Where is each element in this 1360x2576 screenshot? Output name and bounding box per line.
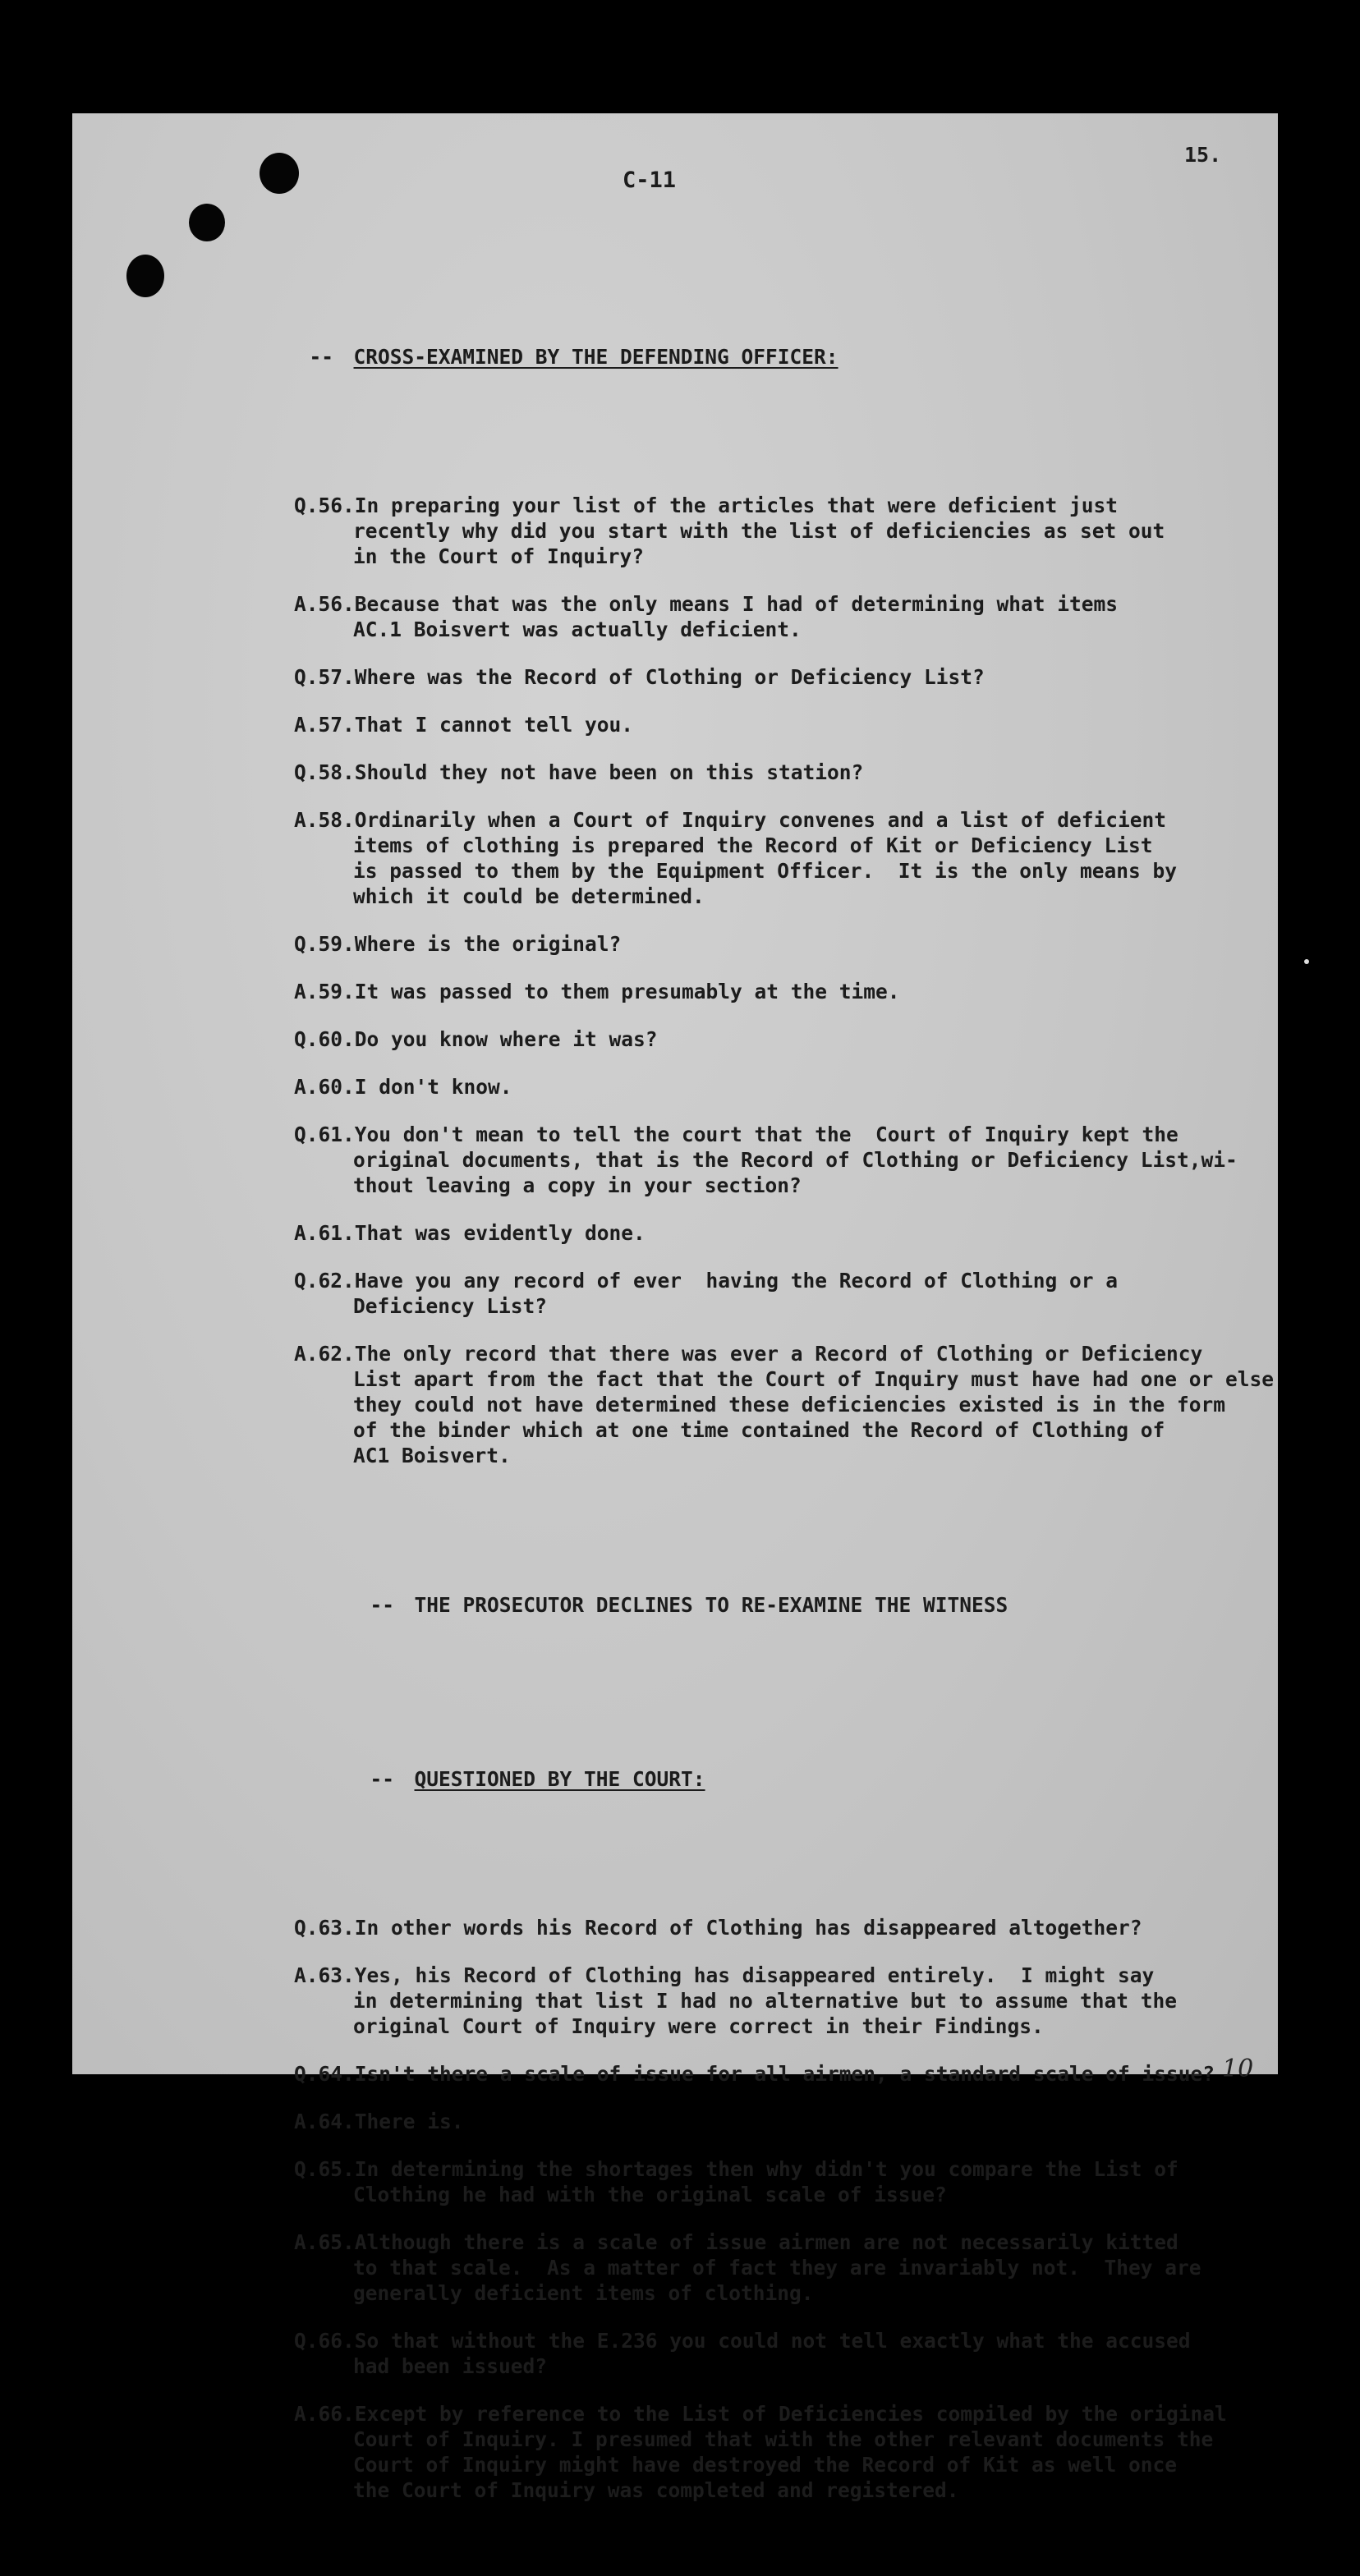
punch-hole-2 [189,204,225,241]
entry-continuation-line: generally deficient items of clothing. [353,2281,814,2305]
entry-continuation-line: in the Court of Inquiry? [353,544,645,568]
entry-first-line: A.65.Although there is a scale of issue airmen are not necessarily kitted [294,2230,1179,2254]
entry-continuation-line: items of clothing is prepared the Record of Kit or Deficiency List [353,833,1153,857]
question-entry [294,1122,1353,1198]
question-entry [294,2156,1353,2207]
entry-continuation-line: is passed to them by the Equipment Officer. It is the only means by [353,859,1178,883]
question-entry [294,493,1353,569]
entry-first-line: A.57.That I cannot tell you. [294,713,634,737]
answer-entry [294,1341,1353,1468]
document-page [72,113,1278,2502]
entry-continuation-line: Court of Inquiry. I presumed that with the other relevant documents the [353,2427,1214,2451]
entry-continuation-line: AC1 Boisvert. [353,1444,511,1467]
answer-entry [294,2229,1353,2306]
answer-entry [294,2109,1353,2134]
entry-first-line: Q.63.In other words his Record of Clothing has disappeared altogether? [294,1916,1142,1940]
entry-continuation-line: original documents, that is the Record of Clothing or Deficiency List,wi- [353,1148,1238,1172]
entry-first-line: Q.58.Should they not have been on this station? [294,760,864,784]
entry-first-line: Q.65.In determining the shortages then why didn't you compare the List of [294,2157,1179,2181]
entry-first-line: Q.61.You don't mean to tell the court that the Court of Inquiry kept the [294,1123,1179,1146]
entry-continuation-line: they could not have determined these deficiencies existed is in the form [353,1393,1226,1417]
entry-first-line: Q.57.Where was the Record of Clothing or Deficiency List? [294,665,985,689]
answer-entry [294,1963,1353,2039]
entry-continuation-line: had been issued? [353,2354,548,2378]
heading-dash: -- [370,1767,395,1791]
answer-entry [294,591,1353,642]
question-entry [294,2061,1353,2087]
qa-list-court [294,1915,1353,2503]
heading-cross-examination [237,319,1353,395]
entry-continuation-line: to that scale. As a matter of fact they are invariably not. They are [353,2256,1201,2280]
entry-first-line: A.58.Ordinarily when a Court of Inquiry convenes and a list of deficient [294,808,1167,832]
punch-hole-3 [126,255,164,297]
question-entry [294,1268,1353,1319]
answer-entry [294,2401,1353,2503]
punch-hole-1 [260,153,299,194]
entry-first-line: Q.59.Where is the original? [294,932,622,956]
entry-continuation-line: thout leaving a copy in your section? [353,1173,802,1197]
entry-continuation-line: Court of Inquiry might have destroyed the Record of Kit as well once [353,2453,1178,2477]
answer-entry [294,979,1353,1004]
heading-court [297,1741,1353,1817]
entry-first-line: A.66.Except by reference to the List of Deficiencies compiled by the original [294,2402,1227,2426]
transcript-body [294,268,1353,2576]
heading-text: THE PROSECUTOR DECLINES TO RE-EXAMINE THE WITNESS [414,1593,1009,1617]
question-entry [294,931,1353,957]
heading-text: CROSS-EXAMINED BY THE DEFENDING OFFICER: [353,345,839,369]
entry-first-line: A.61.That was evidently done. [294,1221,646,1245]
question-entry [294,760,1353,785]
entry-continuation-line: the Court of Inquiry was completed and registered. [353,2478,959,2502]
entry-continuation-line: of the binder which at one time contained the Record of Clothing of [353,1418,1165,1442]
entry-first-line: A.60.I don't know. [294,1075,512,1099]
question-entry [294,664,1353,690]
entry-continuation-line: List apart from the fact that the Court of Inquiry must have had one or else [353,1367,1275,1391]
entry-first-line: Q.66.So that without the E.236 you could not tell exactly what the accused [294,2329,1191,2353]
entry-first-line: Q.56.In preparing your list of the articles that were deficient just [294,494,1119,517]
heading-text: QUESTIONED BY THE COURT: [414,1767,705,1791]
entry-continuation-line: Clothing he had with the original scale of issue? [353,2183,947,2206]
entry-first-line: Q.64.Isn't there a scale of issue for all airmen, a standard scale of issue? [294,2062,1215,2086]
entry-first-line: A.59.It was passed to them presumably at the time. [294,980,900,1003]
entry-first-line: A.56.Because that was the only means I had of determining what items [294,592,1119,616]
heading-dash: -- [309,345,334,369]
question-entry [294,1915,1353,1940]
answer-entry [294,1074,1353,1100]
entry-continuation-line: which it could be determined. [353,884,705,908]
entry-continuation-line: in determining that list I had no alternative but to assume that the [353,1989,1178,2013]
entry-continuation-line: original Court of Inquiry were correct in their Findings. [353,2014,1044,2038]
answer-entry [294,712,1353,737]
handwritten-mark: 10 [1222,2055,1254,2083]
question-entry [294,2328,1353,2379]
entry-first-line: A.63.Yes, his Record of Clothing has disappeared entirely. I might say [294,1963,1155,1987]
entry-first-line: A.64.There is. [294,2110,464,2133]
entry-first-line: A.62.The only record that there was ever a Record of Clothing or Deficiency [294,1342,1203,1366]
question-entry [294,1026,1353,1052]
entry-continuation-line: recently why did you start with the list of deficiencies as set out [353,519,1165,543]
heading-dash: -- [370,1593,395,1617]
entry-continuation-line: AC.1 Boisvert was actually deficient. [353,618,802,641]
qa-list-defence [294,493,1353,1468]
entry-continuation-line: Deficiency List? [353,1294,548,1318]
section-code: C-11 [623,168,677,193]
entry-first-line: Q.62.Have you any record of ever having the Record of Clothing or a [294,1269,1119,1293]
entry-first-line: Q.60.Do you know where it was? [294,1027,658,1051]
answer-entry [294,1220,1353,1246]
answer-entry [294,807,1353,909]
page-number: 15. [1184,143,1222,167]
heading-prosecutor [297,1567,1353,1643]
